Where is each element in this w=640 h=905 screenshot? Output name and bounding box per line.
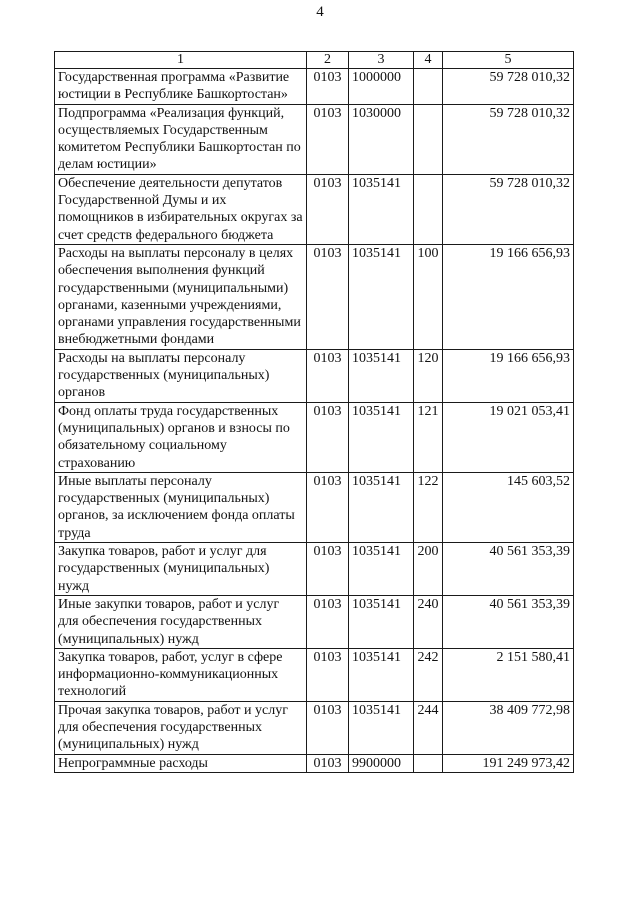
column-header-1: 1	[55, 52, 307, 69]
row-target-code: 1035141	[349, 543, 414, 596]
row-target-code: 1030000	[349, 104, 414, 174]
row-expense-type	[414, 104, 443, 174]
row-name: Фонд оплаты труда государственных (муниципальных) органов и взносы по обязательному социальному страхованию	[55, 402, 307, 472]
row-expense-type	[414, 174, 443, 244]
row-name: Закупка товаров, работ, услуг в сфере информационно-коммуникационных технологий	[55, 648, 307, 701]
table-row	[55, 648, 574, 701]
row-name: Непрограммные расходы	[55, 754, 307, 772]
row-section-code: 0103	[307, 648, 349, 701]
row-section-code: 0103	[307, 174, 349, 244]
row-amount: 59 728 010,32	[443, 174, 574, 244]
header-row	[55, 52, 574, 69]
row-amount: 19 166 656,93	[443, 244, 574, 349]
row-amount: 59 728 010,32	[443, 104, 574, 174]
row-section-code: 0103	[307, 349, 349, 402]
row-expense-type: 240	[414, 595, 443, 648]
row-expense-type: 121	[414, 402, 443, 472]
budget-table	[54, 51, 574, 773]
row-expense-type	[414, 69, 443, 105]
row-expense-type: 122	[414, 472, 443, 542]
row-target-code: 1035141	[349, 701, 414, 754]
row-name: Прочая закупка товаров, работ и услуг для обеспечения государственных (муниципальных) нужд	[55, 701, 307, 754]
table-row	[55, 595, 574, 648]
column-header-2: 2	[307, 52, 349, 69]
table-row	[55, 472, 574, 542]
row-section-code: 0103	[307, 543, 349, 596]
row-target-code: 1035141	[349, 174, 414, 244]
table-row	[55, 104, 574, 174]
row-expense-type: 244	[414, 701, 443, 754]
column-header-5: 5	[443, 52, 574, 69]
row-section-code: 0103	[307, 244, 349, 349]
row-name: Иные закупки товаров, работ и услуг для обеспечения государственных (муниципальных) нужд	[55, 595, 307, 648]
row-expense-type: 242	[414, 648, 443, 701]
row-target-code: 1000000	[349, 69, 414, 105]
row-section-code: 0103	[307, 104, 349, 174]
table-row	[55, 543, 574, 596]
row-amount: 19 166 656,93	[443, 349, 574, 402]
row-section-code: 0103	[307, 754, 349, 772]
row-name: Расходы на выплаты персоналу государственных (муниципальных) органов	[55, 349, 307, 402]
row-section-code: 0103	[307, 69, 349, 105]
row-amount: 40 561 353,39	[443, 595, 574, 648]
table-row	[55, 754, 574, 772]
row-name: Подпрограмма «Реализация функций, осуществляемых Государственным комитетом Республики Башкортостан по делам юстиции»	[55, 104, 307, 174]
row-amount: 2 151 580,41	[443, 648, 574, 701]
row-section-code: 0103	[307, 472, 349, 542]
table-row	[55, 701, 574, 754]
row-expense-type: 100	[414, 244, 443, 349]
row-name: Расходы на выплаты персоналу в целях обеспечения выполнения функций государственными (муниципальными) органами, казенными учреждениями, органами управления государственными внебюджетными фондами	[55, 244, 307, 349]
row-target-code: 1035141	[349, 402, 414, 472]
row-amount: 40 561 353,39	[443, 543, 574, 596]
table-row	[55, 174, 574, 244]
row-target-code: 1035141	[349, 349, 414, 402]
column-header-3: 3	[349, 52, 414, 69]
row-target-code: 9900000	[349, 754, 414, 772]
row-section-code: 0103	[307, 701, 349, 754]
page-number: 4	[316, 4, 324, 20]
row-name: Иные выплаты персоналу государственных (муниципальных) органов, за исключением фонда оплаты труда	[55, 472, 307, 542]
row-name: Государственная программа «Развитие юстиции в Республике Башкортостан»	[55, 69, 307, 105]
row-amount: 19 021 053,41	[443, 402, 574, 472]
row-name: Обеспечение деятельности депутатов Государственной Думы и их помощников в избирательных округах за счет средств федерального бюджета	[55, 174, 307, 244]
table-row	[55, 402, 574, 472]
row-amount: 191 249 973,42	[443, 754, 574, 772]
row-expense-type: 200	[414, 543, 443, 596]
column-header-4: 4	[414, 52, 443, 69]
row-amount: 59 728 010,32	[443, 69, 574, 105]
row-name: Закупка товаров, работ и услуг для государственных (муниципальных) нужд	[55, 543, 307, 596]
row-expense-type: 120	[414, 349, 443, 402]
row-target-code: 1035141	[349, 648, 414, 701]
row-target-code: 1035141	[349, 472, 414, 542]
row-section-code: 0103	[307, 402, 349, 472]
row-target-code: 1035141	[349, 595, 414, 648]
row-section-code: 0103	[307, 595, 349, 648]
row-target-code: 1035141	[349, 244, 414, 349]
row-amount: 145 603,52	[443, 472, 574, 542]
row-amount: 38 409 772,98	[443, 701, 574, 754]
row-expense-type	[414, 754, 443, 772]
table-row	[55, 69, 574, 105]
table-row	[55, 349, 574, 402]
table-row	[55, 244, 574, 349]
